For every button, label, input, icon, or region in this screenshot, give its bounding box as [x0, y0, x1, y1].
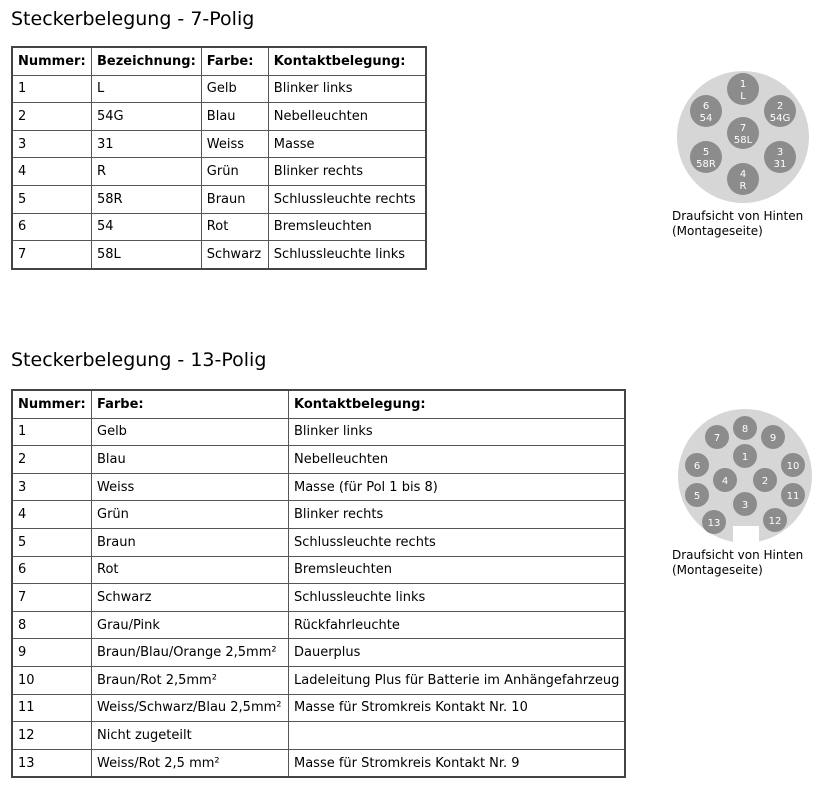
pin-label: 13 — [707, 518, 721, 529]
pin-label: 7 — [713, 433, 721, 444]
pin-label: 6 — [702, 101, 710, 112]
table-cell: Blau — [201, 103, 268, 131]
table-row — [12, 584, 625, 612]
header-nummer: Nummer: — [12, 390, 92, 418]
table-7-polig — [11, 46, 427, 270]
pin-label: 3 — [776, 147, 784, 158]
table-cell: 12 — [12, 722, 92, 750]
table-cell: Weiss/Rot 2,5 mm² — [92, 749, 289, 777]
caption-line-2: (Montageseite) — [672, 563, 763, 577]
connector-7-pin-diagram — [676, 70, 810, 204]
table-cell: Grau/Pink — [92, 611, 289, 639]
table-cell: Masse — [268, 130, 426, 158]
header-nummer: Nummer: — [12, 47, 92, 75]
table-cell: Rot — [92, 556, 289, 584]
pin-label: 5 — [693, 491, 701, 502]
table-cell: Masse (für Pol 1 bis 8) — [289, 473, 626, 501]
table-row — [12, 611, 625, 639]
table-header-row — [12, 47, 426, 75]
table-row — [12, 639, 625, 667]
table-row — [12, 418, 625, 446]
table-cell: Gelb — [92, 418, 289, 446]
table-cell: 5 — [12, 185, 92, 213]
table-cell: Ladeleitung Plus für Batterie im Anhängefahrzeug — [289, 666, 626, 694]
connector-13-pin-diagram — [677, 408, 813, 544]
pin-label: 3 — [741, 500, 749, 511]
table-cell: Bremsleuchten — [289, 556, 626, 584]
connector-notch — [733, 526, 759, 544]
pin-label: 4 — [739, 169, 747, 180]
table-cell: 4 — [12, 158, 92, 186]
pin-label: 5 — [702, 147, 710, 158]
table-cell — [289, 722, 626, 750]
pin-label: 1 — [741, 452, 749, 463]
table-cell: Weiss/Schwarz/Blau 2,5mm² — [92, 694, 289, 722]
header-bezeichnung: Bezeichnung: — [92, 47, 202, 75]
pin-label: 58L — [733, 135, 753, 146]
table-row — [12, 103, 426, 131]
caption-line-1: Draufsicht von Hinten — [672, 209, 804, 223]
pin-label: 54 — [699, 113, 713, 124]
table-cell: 58R — [92, 185, 202, 213]
table-row — [12, 446, 625, 474]
caption-line-2: (Montageseite) — [672, 224, 763, 238]
table-cell: 1 — [12, 418, 92, 446]
pin-label: 9 — [769, 433, 777, 444]
pin-label: 6 — [693, 461, 701, 472]
table-row — [12, 666, 625, 694]
pin-label: L — [740, 91, 746, 102]
caption-line-1: Draufsicht von Hinten — [672, 548, 804, 562]
table-row — [12, 749, 625, 777]
table-row — [12, 75, 426, 103]
pin-label: 2 — [761, 476, 769, 487]
table-cell: Blinker rechts — [289, 501, 626, 529]
table-header-row — [12, 390, 625, 418]
title-7-polig: Steckerbelegung - 7-Polig — [11, 8, 255, 30]
pin-label: 2 — [776, 101, 784, 112]
table-cell: L — [92, 75, 202, 103]
table-cell: 13 — [12, 749, 92, 777]
table-row — [12, 158, 426, 186]
table-cell: Braun — [92, 528, 289, 556]
table-cell: 8 — [12, 611, 92, 639]
table-cell: 1 — [12, 75, 92, 103]
table-row — [12, 241, 426, 269]
table-cell: 7 — [12, 241, 92, 269]
table-cell: Weiss — [92, 473, 289, 501]
table-cell: Weiss — [201, 130, 268, 158]
table-cell: 11 — [12, 694, 92, 722]
table-cell: 10 — [12, 666, 92, 694]
table-cell: Schwarz — [201, 241, 268, 269]
pin-label: 8 — [741, 424, 749, 435]
table-row — [12, 130, 426, 158]
caption-13-polig — [672, 548, 803, 578]
table-cell: Nicht zugeteilt — [92, 722, 289, 750]
table-cell: Schlussleuchte rechts — [289, 528, 626, 556]
table-cell: Gelb — [201, 75, 268, 103]
table-cell: 6 — [12, 556, 92, 584]
table-row — [12, 694, 625, 722]
table-row — [12, 501, 625, 529]
table-cell: 3 — [12, 130, 92, 158]
title-13-polig: Steckerbelegung - 13-Polig — [11, 349, 267, 371]
table-cell: 4 — [12, 501, 92, 529]
table-row — [12, 473, 625, 501]
table-cell: 54G — [92, 103, 202, 131]
header-farbe: Farbe: — [92, 390, 289, 418]
pin-label: 7 — [739, 123, 747, 134]
table-cell: 54 — [92, 213, 202, 241]
pin-label: 31 — [773, 159, 787, 170]
table-cell: Dauerplus — [289, 639, 626, 667]
table-cell: Masse für Stromkreis Kontakt Nr. 9 — [289, 749, 626, 777]
table-cell: 31 — [92, 130, 202, 158]
pin-label: 58R — [696, 159, 716, 170]
table-cell: Grün — [201, 158, 268, 186]
header-farbe: Farbe: — [201, 47, 268, 75]
table-cell: 2 — [12, 103, 92, 131]
pin-label: 1 — [739, 79, 747, 90]
pin-label: 4 — [721, 476, 729, 487]
table-cell: Bremsleuchten — [268, 213, 426, 241]
table-cell: Schlussleuchte links — [289, 584, 626, 612]
pin-label: 11 — [786, 491, 800, 502]
table-row — [12, 528, 625, 556]
table-cell: Rot — [201, 213, 268, 241]
table-cell: Blinker links — [268, 75, 426, 103]
table-13-polig — [11, 389, 626, 778]
pin-label: 12 — [768, 516, 782, 527]
table-cell: 3 — [12, 473, 92, 501]
table-cell: 58L — [92, 241, 202, 269]
table-cell: 5 — [12, 528, 92, 556]
table-cell: 2 — [12, 446, 92, 474]
table-cell: 9 — [12, 639, 92, 667]
table-cell: Schlussleuchte rechts — [268, 185, 426, 213]
table-cell: Schlussleuchte links — [268, 241, 426, 269]
table-cell: R — [92, 158, 202, 186]
pin-label: 54G — [769, 113, 791, 124]
table-row — [12, 213, 426, 241]
table-cell: Rückfahrleuchte — [289, 611, 626, 639]
table-row — [12, 185, 426, 213]
table-cell: Blinker rechts — [268, 158, 426, 186]
table-cell: Blinker links — [289, 418, 626, 446]
table-cell: Braun — [201, 185, 268, 213]
table-cell: Masse für Stromkreis Kontakt Nr. 10 — [289, 694, 626, 722]
header-kontaktbelegung: Kontaktbelegung: — [268, 47, 426, 75]
table-cell: 7 — [12, 584, 92, 612]
table-row — [12, 722, 625, 750]
table-cell: Schwarz — [92, 584, 289, 612]
caption-7-polig — [672, 209, 803, 239]
pin-label: R — [739, 181, 747, 192]
pin-label: 10 — [786, 461, 800, 472]
table-cell: Braun/Rot 2,5mm² — [92, 666, 289, 694]
table-cell: Braun/Blau/Orange 2,5mm² — [92, 639, 289, 667]
table-cell: Blau — [92, 446, 289, 474]
table-cell: 6 — [12, 213, 92, 241]
header-kontaktbelegung: Kontaktbelegung: — [289, 390, 626, 418]
table-cell: Nebelleuchten — [268, 103, 426, 131]
table-row — [12, 556, 625, 584]
table-cell: Nebelleuchten — [289, 446, 626, 474]
table-cell: Grün — [92, 501, 289, 529]
